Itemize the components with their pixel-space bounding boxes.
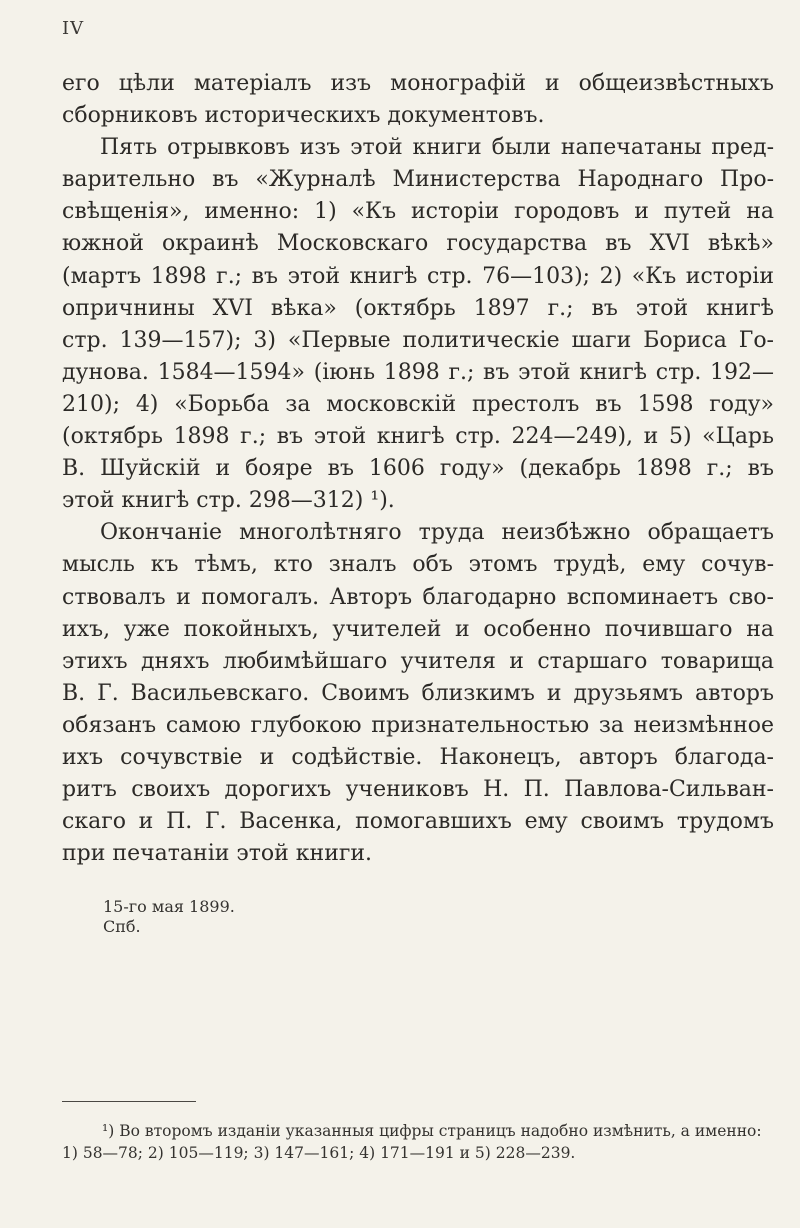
text-line: (октябрь 1898 г.; въ этой книгѣ стр. 224—249), и 5) «Царь: [62, 424, 774, 450]
text-line: опричнины XVI вѣка» (октябрь 1897 г.; въ этой книгѣ: [62, 295, 774, 321]
paragraph-start-line: Окончаніе многолѣтняго труда неизбѣжно обращаетъ: [100, 520, 774, 546]
text-line: 210); 4) «Борьба за московскій престолъ въ 1598 году»: [62, 391, 774, 417]
text-line: его цѣли матеріалъ изъ монографій и общеизвѣстныхъ: [62, 71, 774, 96]
text-line: этой книгѣ стр. 298—312) ¹).: [62, 488, 395, 514]
page-number: IV: [62, 18, 85, 39]
text-line: обязанъ самою глубокою признательностью за неизмѣнное: [62, 712, 774, 738]
text-line: сборниковъ историческихъ документовъ.: [62, 103, 545, 129]
text-line: скаго и П. Г. Васенка, помогавшихъ ему своимъ трудомъ: [62, 809, 774, 835]
text-line: дунова. 1584—1594» (іюнь 1898 г.; въ этой книгѣ стр. 192—: [62, 359, 774, 385]
signature-date: 15-го мая 1899.: [103, 897, 235, 916]
footnote-line: 1) 58—78; 2) 105—119; 3) 147—161; 4) 171—191 и 5) 228—239.: [62, 1144, 576, 1162]
text-line: южной окраинѣ Московскаго государства въ XVI вѣкѣ»: [62, 231, 774, 257]
text-line: свѣщенія», именно: 1) «Къ исторіи городовъ и путей на: [62, 199, 774, 225]
text-line: ихъ, уже покойныхъ, учителей и особенно почившаго на: [62, 616, 774, 642]
text-line: (мартъ 1898 г.; въ этой книгѣ стр. 76—103); 2) «Къ исторіи: [62, 263, 774, 289]
text-line: ритъ своихъ дорогихъ учениковъ Н. П. Павлова-Сильван-: [62, 777, 774, 803]
text-line: стр. 139—157); 3) «Первые политическіе шаги Бориса Го-: [62, 327, 774, 353]
text-line: ствовалъ и помогалъ. Авторъ благодарно вспоминаетъ сво-: [62, 584, 774, 610]
text-line: этихъ дняхъ любимѣйшаго учителя и старшаго товарища: [62, 648, 774, 674]
main-text: [62, 68, 774, 870]
paragraph-start-line: Пять отрывковъ изъ этой книги были напечатаны пред-: [100, 135, 774, 161]
signature-place: Спб.: [103, 917, 141, 936]
footnote-divider: [62, 1101, 196, 1102]
text-line: ихъ сочувствіе и содѣйствіе. Наконецъ, авторъ благода-: [62, 744, 774, 770]
text-line: В. Г. Васильевскаго. Своимъ близкимъ и друзьямъ авторъ: [62, 680, 774, 706]
text-line: мысль къ тѣмъ, кто зналъ объ этомъ трудѣ, ему сочув-: [62, 552, 774, 578]
footnote-line: ¹) Во второмъ изданіи указанныя цифры страницъ надобно измѣнить, а именно:: [102, 1122, 762, 1140]
text-line: при печатаніи этой книги.: [62, 841, 373, 867]
text-line: варительно въ «Журналѣ Министерства Народнаго Про-: [62, 167, 774, 193]
text-line: В. Шуйскій и бояре въ 1606 году» (декабрь 1898 г.; въ: [62, 456, 774, 482]
